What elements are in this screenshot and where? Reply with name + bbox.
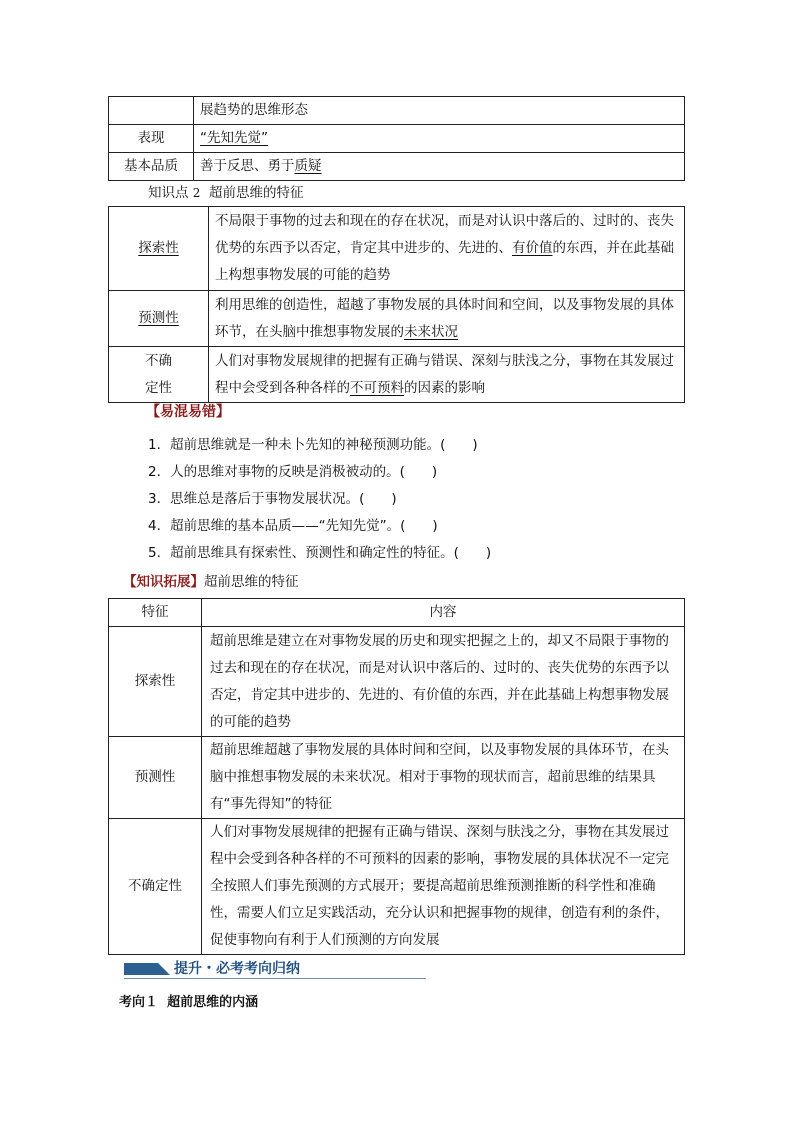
row-label	[109, 97, 194, 125]
section-tag: 【知识拓展】	[123, 574, 204, 590]
row-content: 展趋势的思维形态	[194, 97, 685, 125]
section-title: 超前思维的特征	[204, 574, 299, 590]
heading-label: 考向１	[119, 995, 159, 1010]
column-header: 特征	[109, 599, 202, 627]
features-table	[108, 206, 685, 403]
row-content: 超前思维是建立在对事物发展的历史和现实把握之上的，却又不局限于事物的过去和现在的存在状况，而是对认识中落后的、过时的、丧失优势的东西予以否定，肯定其中进步的、先进的、有价值的东西，并在此基础上构想事物发展的可能的趋势	[202, 627, 685, 737]
quiz-item: 4．超前思维的基本品质——“先知先觉”。( )	[148, 518, 438, 534]
concept-table	[108, 96, 685, 181]
underlined-text: 有价值	[512, 240, 553, 256]
label-text: 不确	[145, 352, 172, 369]
row-label	[109, 291, 209, 347]
table-row	[109, 627, 685, 737]
easy-mistakes-title: 【易混易错】	[146, 404, 230, 420]
row-label: 表现	[109, 125, 194, 153]
row-label: 基本品质	[109, 153, 194, 181]
banner-title: 提升・必考考向归纳	[174, 961, 300, 977]
table-row	[109, 291, 685, 347]
heading-number: 2	[192, 186, 201, 200]
exam-direction-heading	[119, 991, 258, 1010]
content-text: 不局限于事物的过去和现在的存在状况，而是对认识中落后的、过时的、丧失优势的东西予以否定，肯定其中进步的、先进的、	[215, 213, 674, 256]
underlined-text: 质疑	[294, 158, 322, 174]
heading-title: 超前思维的特征	[209, 185, 304, 201]
table-row	[109, 125, 685, 153]
column-header: 内容	[202, 599, 685, 627]
content-text: 人们对事物发展规律的把握有正确与错误、深刻与肤浅之分，事物在其发展过程中会受到各种各样的	[215, 352, 674, 396]
heading-title: 超前思维的内涵	[167, 995, 259, 1010]
label-text: 定性	[145, 379, 172, 396]
underlined-text: 不可预料	[350, 379, 404, 396]
underlined-text: 未来状况	[404, 323, 458, 340]
table-row	[109, 819, 685, 955]
row-label	[109, 207, 209, 291]
table-row	[109, 737, 685, 819]
row-content	[209, 207, 685, 291]
row-label: 不确定性	[109, 819, 202, 955]
quiz-item: 2．人的思维对事物的反映是消极被动的。( )	[148, 464, 438, 480]
content-text: 善于反思、勇于	[200, 158, 295, 174]
table-header-row	[109, 599, 685, 627]
table-row	[109, 97, 685, 125]
table-row	[109, 207, 685, 291]
row-label	[109, 347, 209, 403]
row-content	[209, 347, 685, 403]
row-content	[194, 125, 685, 153]
content-text: 的因素的影响	[404, 379, 485, 396]
row-content: 人们对事物发展规律的把握有正确与错误、深刻与肤浅之分，事物在其发展过程中会受到各种各样的不可预料的因素的影响，事物发展的具体状况不一定完全按照人们事先预测的方式展开；要提高超前思维预测推断的科学性和准确性，需要人们立足实践活动，充分认识和把握事物的规律，创造有利的条件，促使事物向有利于人们预测的方向发展	[202, 819, 685, 955]
content-text: 利用思维的创造性，超越了事物发展的具体时间和空间，以及事物发展的具体环节，在头脑中推想事物发展的	[215, 296, 674, 340]
table-row	[109, 153, 685, 181]
banner-arrow-icon	[124, 963, 158, 975]
row-content: 超前思维超越了事物发展的具体时间和空间，以及事物发展的具体环节，在头脑中推想事物发展的未来状况。相对于事物的现状而言，超前思维的结果具有“事先得知”的特征	[202, 737, 685, 819]
underlined-text: “先知先觉”	[200, 130, 268, 146]
section-heading	[148, 181, 304, 201]
quiz-item: 3．思维总是落后于事物发展状况。( )	[148, 491, 397, 507]
section-banner	[124, 960, 426, 979]
expansion-table	[108, 598, 685, 955]
label-text: 预测性	[138, 310, 179, 326]
row-content	[209, 291, 685, 347]
content-text: 的东西，并在此基础上构想事物发展的可能的趋势	[215, 240, 674, 283]
label-text: 探索性	[138, 240, 179, 256]
heading-prefix: 知识点	[148, 185, 189, 201]
quiz-item: 1．超前思维就是一种未卜先知的神秘预测功能。( )	[148, 437, 478, 453]
row-label: 探索性	[109, 627, 202, 737]
knowledge-expansion-heading	[123, 570, 299, 590]
row-label: 预测性	[109, 737, 202, 819]
quiz-item: 5．超前思维具有探索性、预测性和确定性的特征。( )	[148, 545, 492, 561]
row-content	[194, 153, 685, 181]
table-row	[109, 347, 685, 403]
